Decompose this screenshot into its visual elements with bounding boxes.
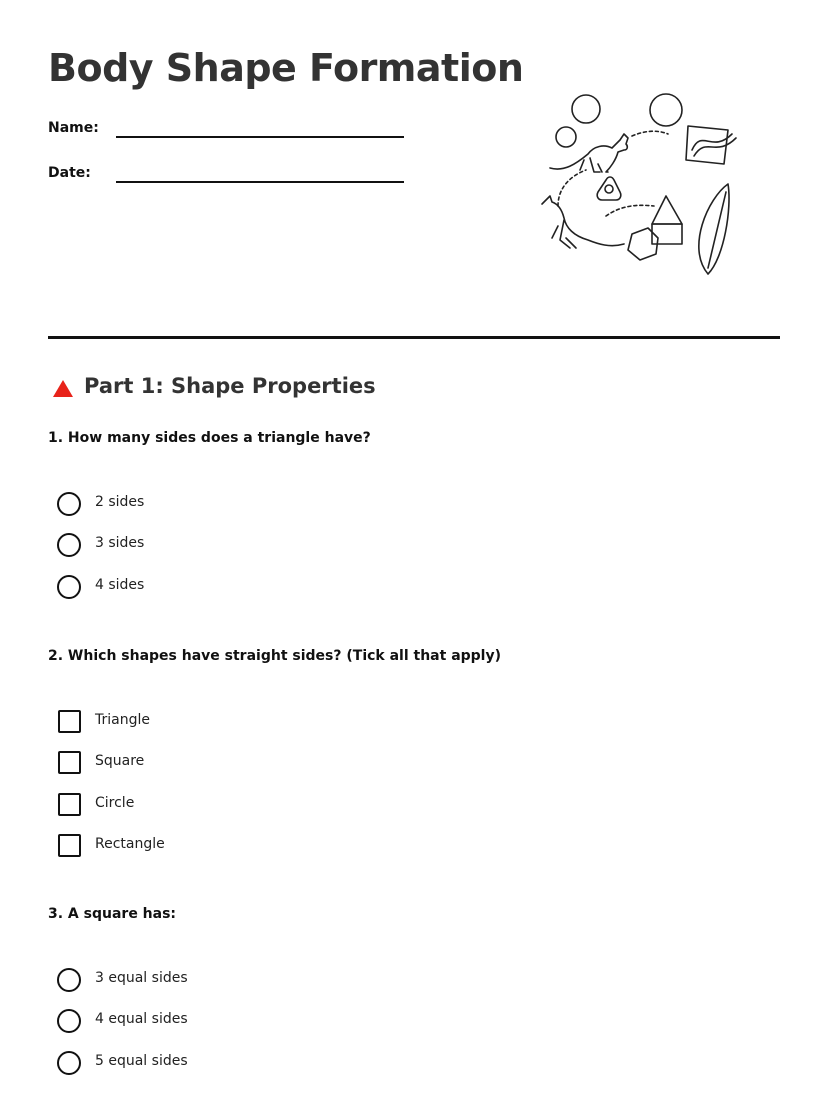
red-triangle-icon (52, 379, 74, 398)
checkbox[interactable] (58, 793, 81, 816)
section-heading-text: Part 1: Shape Properties (84, 374, 376, 398)
radio-button[interactable] (57, 1009, 81, 1033)
option-label: Square (95, 753, 145, 769)
checkbox[interactable] (58, 751, 81, 774)
checkbox[interactable] (58, 710, 81, 733)
q1-option-3[interactable] (57, 575, 357, 601)
question-3: 3. A square has: (48, 906, 177, 922)
option-label: 3 equal sides (95, 970, 188, 986)
question-2: 2. Which shapes have straight sides? (Tick all that apply) (48, 648, 502, 664)
name-input-line[interactable] (116, 136, 404, 138)
page-title: Body Shape Formation (48, 46, 524, 90)
q3-option-1[interactable] (57, 968, 357, 994)
radio-button[interactable] (57, 533, 81, 557)
q3-option-3[interactable] (57, 1051, 357, 1077)
option-label: 3 sides (95, 535, 145, 551)
q2-option-3[interactable] (57, 793, 357, 819)
checkbox[interactable] (58, 834, 81, 857)
section-divider (48, 336, 780, 339)
name-label: Name: (48, 120, 99, 136)
q2-option-2[interactable] (57, 751, 357, 777)
q3-option-2[interactable] (57, 1009, 357, 1035)
q1-option-2[interactable] (57, 533, 357, 559)
question-1: 1. How many sides does a triangle have? (48, 430, 371, 446)
kangaroos-and-shapes-illustration (536, 88, 746, 283)
q2-option-4[interactable] (57, 834, 357, 860)
q2-option-1[interactable] (57, 710, 357, 736)
option-label: 2 sides (95, 494, 145, 510)
date-field-row (48, 159, 408, 189)
option-label: Circle (95, 795, 135, 811)
radio-button[interactable] (57, 575, 81, 599)
radio-button[interactable] (57, 968, 81, 992)
option-label: 4 sides (95, 577, 145, 593)
date-label: Date: (48, 165, 91, 181)
radio-button[interactable] (57, 492, 81, 516)
q1-option-1[interactable] (57, 492, 357, 518)
date-input-line[interactable] (116, 181, 404, 183)
option-label: Triangle (95, 712, 150, 728)
option-label: 4 equal sides (95, 1011, 188, 1027)
name-field-row (48, 114, 408, 144)
option-label: Rectangle (95, 836, 165, 852)
option-label: 5 equal sides (95, 1053, 188, 1069)
radio-button[interactable] (57, 1051, 81, 1075)
